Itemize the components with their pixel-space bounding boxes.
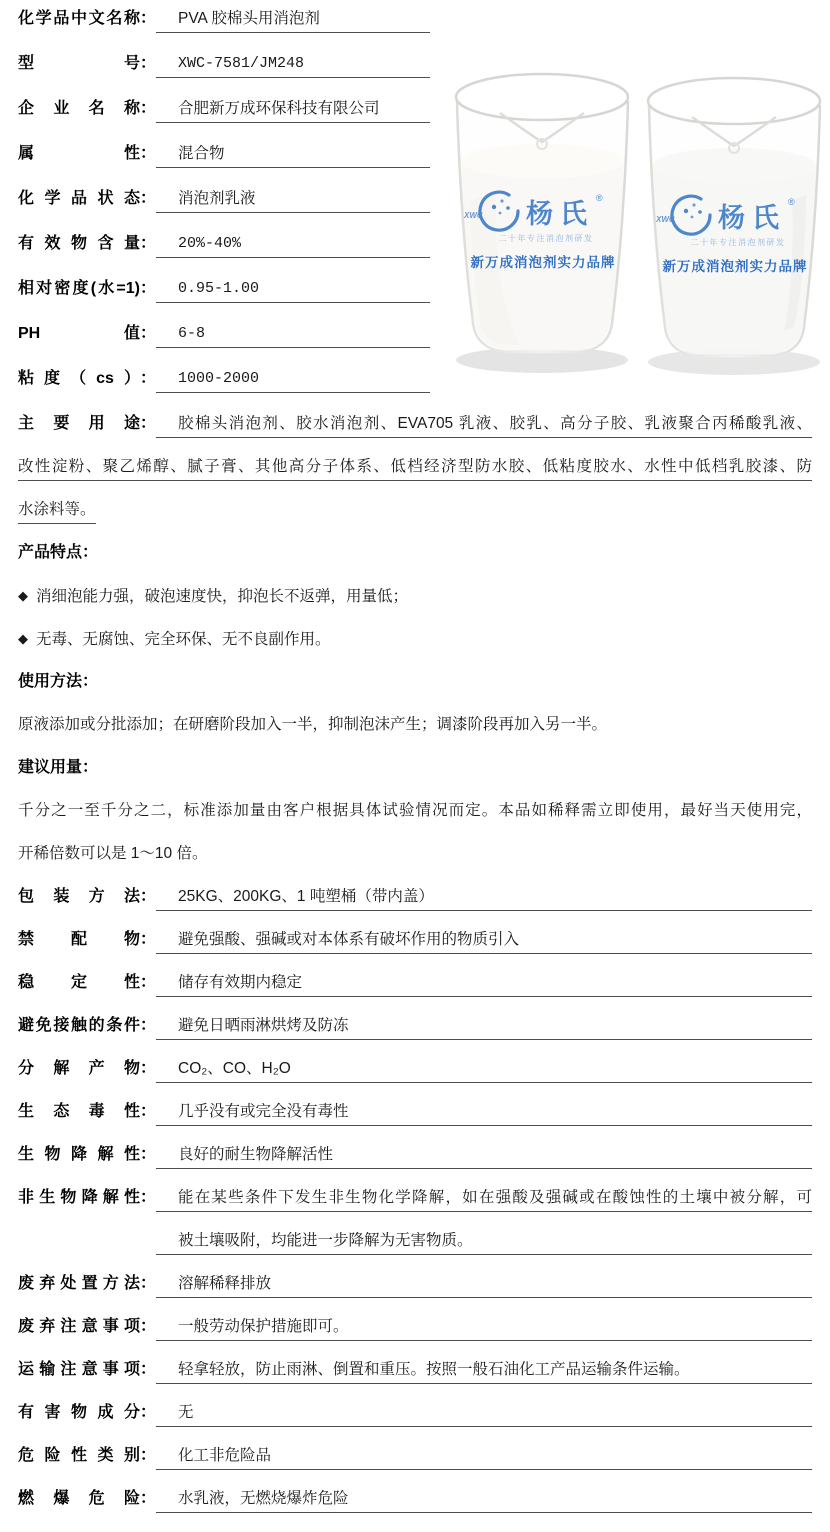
field-value-line: 能在某些条件下发生非生物化学降解，如在强酸及强碱或在酸蚀性的土壤中被分解，可 xyxy=(156,1187,812,1212)
field-row-state xyxy=(18,188,430,233)
field-label: 有效物含量 xyxy=(18,235,140,252)
field-value: 6-8 xyxy=(156,323,430,348)
field-colon: ： xyxy=(140,100,157,117)
section-title-dosage: 建议用量： xyxy=(18,759,99,776)
field-label: 型号 xyxy=(18,55,140,72)
field-value: 储存有效期内稳定 xyxy=(156,972,812,997)
field-colon: ： xyxy=(140,888,157,905)
field-colon: ： xyxy=(140,1404,157,1421)
section-title-usage: 使用方法： xyxy=(18,673,99,690)
field-row-model xyxy=(18,53,430,98)
field-colon: ： xyxy=(140,1361,157,1378)
feature-text: 无毒、无腐蚀、完全环保、无不良副作用。 xyxy=(36,631,331,648)
field-colon: ： xyxy=(140,1146,157,1163)
beaker-left xyxy=(456,74,628,373)
field-row-harmful-components xyxy=(18,1402,812,1445)
field-label: 化学品中文名称 xyxy=(18,10,140,27)
field-value: 几乎没有或完全没有毒性 xyxy=(156,1101,812,1126)
field-label: 避免接触的条件 xyxy=(18,1017,140,1034)
field-colon: ： xyxy=(140,1490,157,1507)
beaker-right xyxy=(648,78,820,375)
field-row-incompatibles xyxy=(18,929,812,972)
field-value: 一般劳动保护措施即可。 xyxy=(156,1316,812,1341)
field-label: 包装方法 xyxy=(18,888,140,905)
field-colon: ： xyxy=(140,10,157,27)
field-label: 非生物降解性 xyxy=(18,1189,140,1206)
field-row-hazard-class xyxy=(18,1445,812,1488)
field-row-transport-notes xyxy=(18,1359,812,1402)
field-label: 主要用途 xyxy=(18,415,140,432)
field-value-line: 被土壤吸附，均能进一步降解为无害物质。 xyxy=(156,1230,812,1255)
field-colon: ： xyxy=(140,235,157,252)
field-value: CO₂、CO、H₂O xyxy=(156,1058,812,1083)
field-colon: ： xyxy=(140,55,157,72)
field-value: 20%-40% xyxy=(156,233,430,258)
field-value: 良好的耐生物降解活性 xyxy=(156,1144,812,1169)
field-value: 25KG、200KG、1 吨塑桶（带内盖） xyxy=(156,886,812,911)
field-label: 废弃处置方法 xyxy=(18,1275,140,1292)
diamond-bullet-icon: ◆ xyxy=(18,588,28,603)
field-value: 1000-2000 xyxy=(156,368,430,393)
field-colon: ： xyxy=(140,1275,157,1292)
dosage-line1: 千分之一至千分之二，标准添加量由客户根据具体试验情况而定。本品如稀释需立即使用，最好当天使用完， xyxy=(18,802,812,819)
field-row-eco-toxicity xyxy=(18,1101,812,1144)
top-fields-section xyxy=(18,8,430,413)
field-row-main-use xyxy=(18,413,812,542)
field-row-disposal-method xyxy=(18,1273,812,1316)
field-value-multiline xyxy=(156,1187,812,1255)
field-colon: ： xyxy=(140,370,157,387)
field-colon: ： xyxy=(140,1060,157,1077)
field-label: 相对密度(水=1) xyxy=(18,280,140,297)
main-use-line1 xyxy=(18,413,812,456)
field-row-active-content xyxy=(18,233,430,278)
field-label: 危险性类别 xyxy=(18,1447,140,1464)
field-value: 无 xyxy=(156,1402,812,1427)
feature-text: 消细泡能力强，破泡速度快，抑泡长不返弹，用量低； xyxy=(36,588,409,605)
field-label: 分解产物 xyxy=(18,1060,140,1077)
lower-fields-section xyxy=(18,886,812,1531)
diamond-bullet-icon: ◆ xyxy=(18,631,28,646)
usage-paragraph: 原液添加或分批添加；在研磨阶段加入一半，抑制泡沫产生；调漆阶段再加入另一半。 xyxy=(18,716,608,733)
field-value: 溶解稀释排放 xyxy=(156,1273,812,1298)
main-use-line3-wrap xyxy=(18,499,812,542)
field-row-chemical-name xyxy=(18,8,430,53)
field-row-explosion-hazard xyxy=(18,1488,812,1531)
field-value: 化工非危险品 xyxy=(156,1445,812,1470)
main-use-line2: 改性淀粉、聚乙烯醇、腻子膏、其他高分子体系、低档经济型防水胶、低粘度胶水、水性中低档乳胶漆、防 xyxy=(18,456,812,481)
field-colon: ： xyxy=(140,931,157,948)
field-row-avoid-conditions xyxy=(18,1015,812,1058)
field-label: 燃爆危险 xyxy=(18,1490,140,1507)
field-row-ph xyxy=(18,323,430,368)
field-row-density xyxy=(18,278,430,323)
field-value: 水乳液，无燃烧爆炸危险 xyxy=(156,1488,812,1513)
field-label: 属性 xyxy=(18,145,140,162)
field-row-disposal-notes xyxy=(18,1316,812,1359)
field-label: 稳定性 xyxy=(18,974,140,991)
field-label: 禁配物 xyxy=(18,931,140,948)
field-label: 粘度（cs） xyxy=(18,370,140,387)
product-photo xyxy=(449,55,827,381)
field-value: 胶棉头消泡剂、胶水消泡剂、EVA705 乳液、胶乳、高分子胶、乳液聚合丙稀酸乳液、 xyxy=(156,413,812,438)
field-row-stability xyxy=(18,972,812,1015)
field-colon: ： xyxy=(140,145,157,162)
field-value: 避免日晒雨淋烘烤及防冻 xyxy=(156,1015,812,1040)
field-row-abiotic-degradability xyxy=(18,1187,812,1273)
field-label: PH值 xyxy=(18,325,140,342)
field-colon: ： xyxy=(140,280,157,297)
field-row-packing xyxy=(18,886,812,929)
field-row-company xyxy=(18,98,430,143)
field-colon: ： xyxy=(140,1103,157,1120)
field-value: 合肥新万成环保科技有限公司 xyxy=(156,98,430,123)
field-value: PVA 胶棉头用消泡剂 xyxy=(156,8,430,33)
field-row-decomposition xyxy=(18,1058,812,1101)
field-colon: ： xyxy=(140,190,157,207)
field-value: 混合物 xyxy=(156,143,430,168)
field-value: 消泡剂乳液 xyxy=(156,188,430,213)
feature-bullet xyxy=(18,628,812,671)
field-label: 化学品状态 xyxy=(18,190,140,207)
field-value: 0.95-1.00 xyxy=(156,278,430,303)
field-row-attribute xyxy=(18,143,430,188)
field-label: 废弃注意事项 xyxy=(18,1318,140,1335)
field-colon: ： xyxy=(140,974,157,991)
field-value: XWC-7581/JM248 xyxy=(156,53,430,78)
beakers-illustration xyxy=(449,55,827,381)
field-label: 生物降解性 xyxy=(18,1146,140,1163)
field-colon: ： xyxy=(140,1318,157,1335)
field-colon: ： xyxy=(140,1017,157,1034)
field-label: 运输注意事项 xyxy=(18,1361,140,1378)
field-colon: ： xyxy=(140,415,157,432)
field-label: 生态毒性 xyxy=(18,1103,140,1120)
field-value: 避免强酸、强碱或对本体系有破坏作用的物质引入 xyxy=(156,929,812,954)
dosage-line2: 开稀倍数可以是 1～10 倍。 xyxy=(18,845,208,862)
field-colon: ： xyxy=(140,325,157,342)
feature-bullet xyxy=(18,585,812,628)
main-use-line3: 水涂料等。 xyxy=(18,499,96,524)
section-title-features: 产品特点： xyxy=(18,544,99,561)
field-value: 轻拿轻放，防止雨淋、倒置和重压。按照一般石油化工产品运输条件运输。 xyxy=(156,1359,812,1384)
field-colon: ： xyxy=(140,1447,157,1464)
field-row-viscosity xyxy=(18,368,430,413)
field-row-biodegradability xyxy=(18,1144,812,1187)
field-label: 有害物成分 xyxy=(18,1404,140,1421)
field-colon: ： xyxy=(140,1189,157,1206)
field-label: 企业名称 xyxy=(18,100,140,117)
